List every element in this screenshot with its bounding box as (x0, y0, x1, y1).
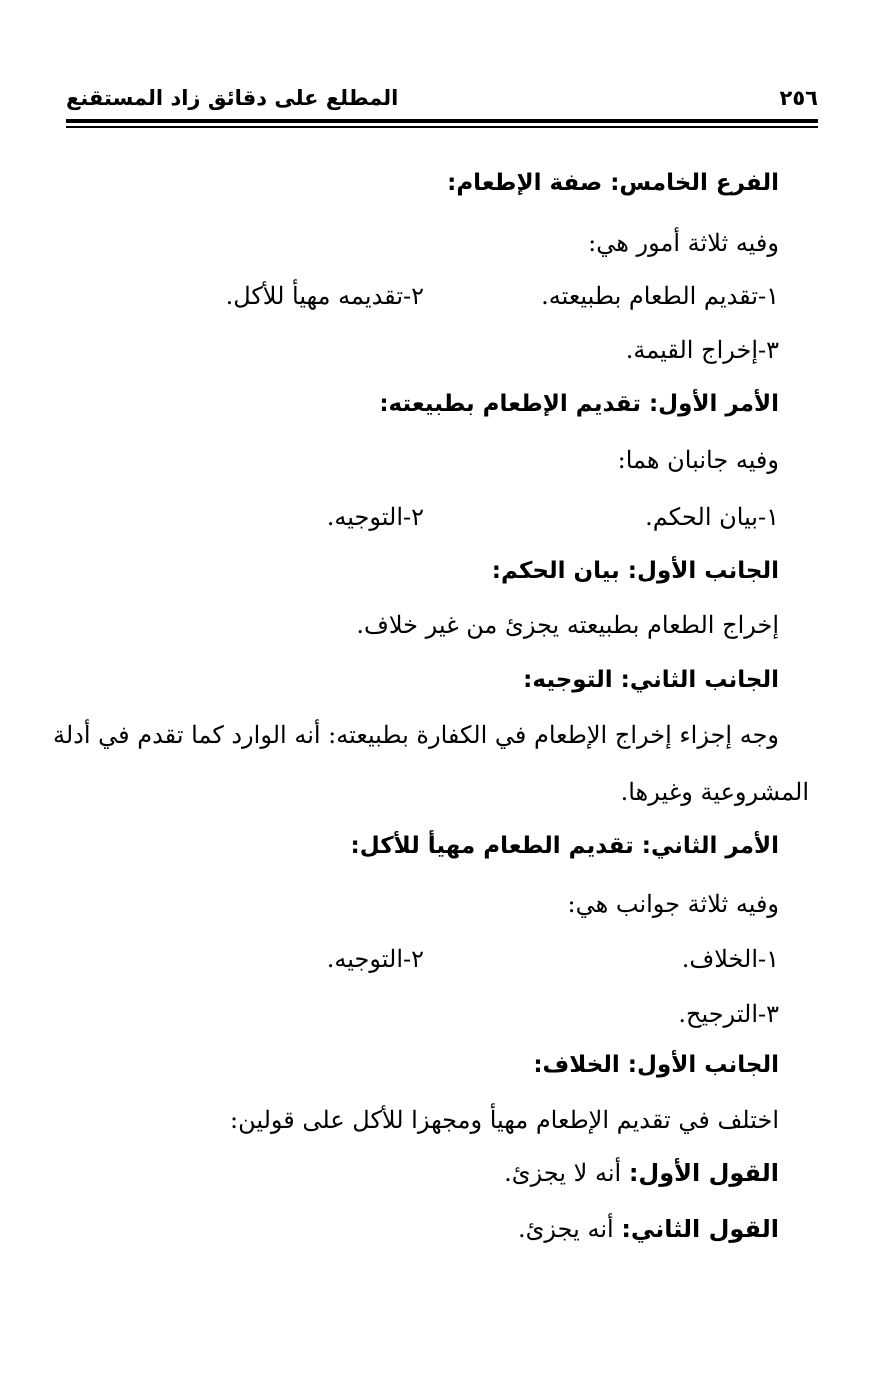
heading-aspect-direction: الجانب الثاني: التوجيه: (523, 667, 779, 693)
paragraph-three-matters: وفيه ثلاثة أمور هي: (588, 229, 779, 257)
paragraph-three-aspects: وفيه ثلاثة جوانب هي: (567, 890, 779, 918)
page-number: ٢٥٦ (779, 86, 818, 110)
paragraph-ruling: إخراج الطعام بطبيعته يجزئ من غير خلاف. (356, 611, 779, 639)
heading-branch-five: الفرع الخامس: صفة الإطعام: (447, 170, 779, 196)
list-item-3: ٣-الترجيح. (678, 1000, 779, 1028)
paragraph-two-aspects: وفيه جانبان هما: (617, 446, 779, 474)
paragraph-dispute: اختلف في تقديم الإطعام مهيأ ومجهزا للأكل على قولين: (230, 1106, 779, 1134)
opinion-two-text: أنه يجزئ. (518, 1215, 614, 1243)
list-item-1: ١-بيان الحكم. (645, 503, 779, 531)
heading-matter-one: الأمر الأول: تقديم الإطعام بطبيعته: (379, 391, 779, 417)
list-item-2: ٢-التوجيه. (326, 503, 424, 531)
opinion-two (518, 1209, 779, 1249)
list-item-2: ٢-تقديمه مهيأ للأكل. (225, 282, 424, 310)
opinion-one-label: القول الأول: (628, 1159, 779, 1187)
page-header (66, 84, 818, 112)
paragraph-direction-line-1: وجه إجزاء إخراج الإطعام في الكفارة بطبيعته: أنه الوارد كما تقدم في أدلة (52, 721, 779, 749)
running-title: المطلع على دقائق زاد المستقنع (66, 86, 399, 110)
list-item-1: ١-تقديم الطعام بطبيعته. (541, 282, 779, 310)
opinion-two-label: القول الثاني: (621, 1215, 779, 1243)
paragraph-direction-line-2: المشروعية وغيرها. (620, 778, 809, 806)
header-rule-thin (66, 126, 818, 128)
heading-aspect-ruling: الجانب الأول: بيان الحكم: (491, 558, 779, 584)
list-item-1: ١-الخلاف. (681, 945, 779, 973)
heading-matter-two: الأمر الثاني: تقديم الطعام مهيأ للأكل: (350, 833, 779, 859)
heading-aspect-dispute: الجانب الأول: الخلاف: (533, 1052, 779, 1078)
list-item-3: ٣-إخراج القيمة. (625, 336, 779, 364)
list-item-2: ٢-التوجيه. (326, 945, 424, 973)
header-rule-thick (66, 119, 818, 123)
opinion-one-text: أنه لا يجزئ. (504, 1159, 622, 1187)
opinion-one (504, 1153, 779, 1193)
